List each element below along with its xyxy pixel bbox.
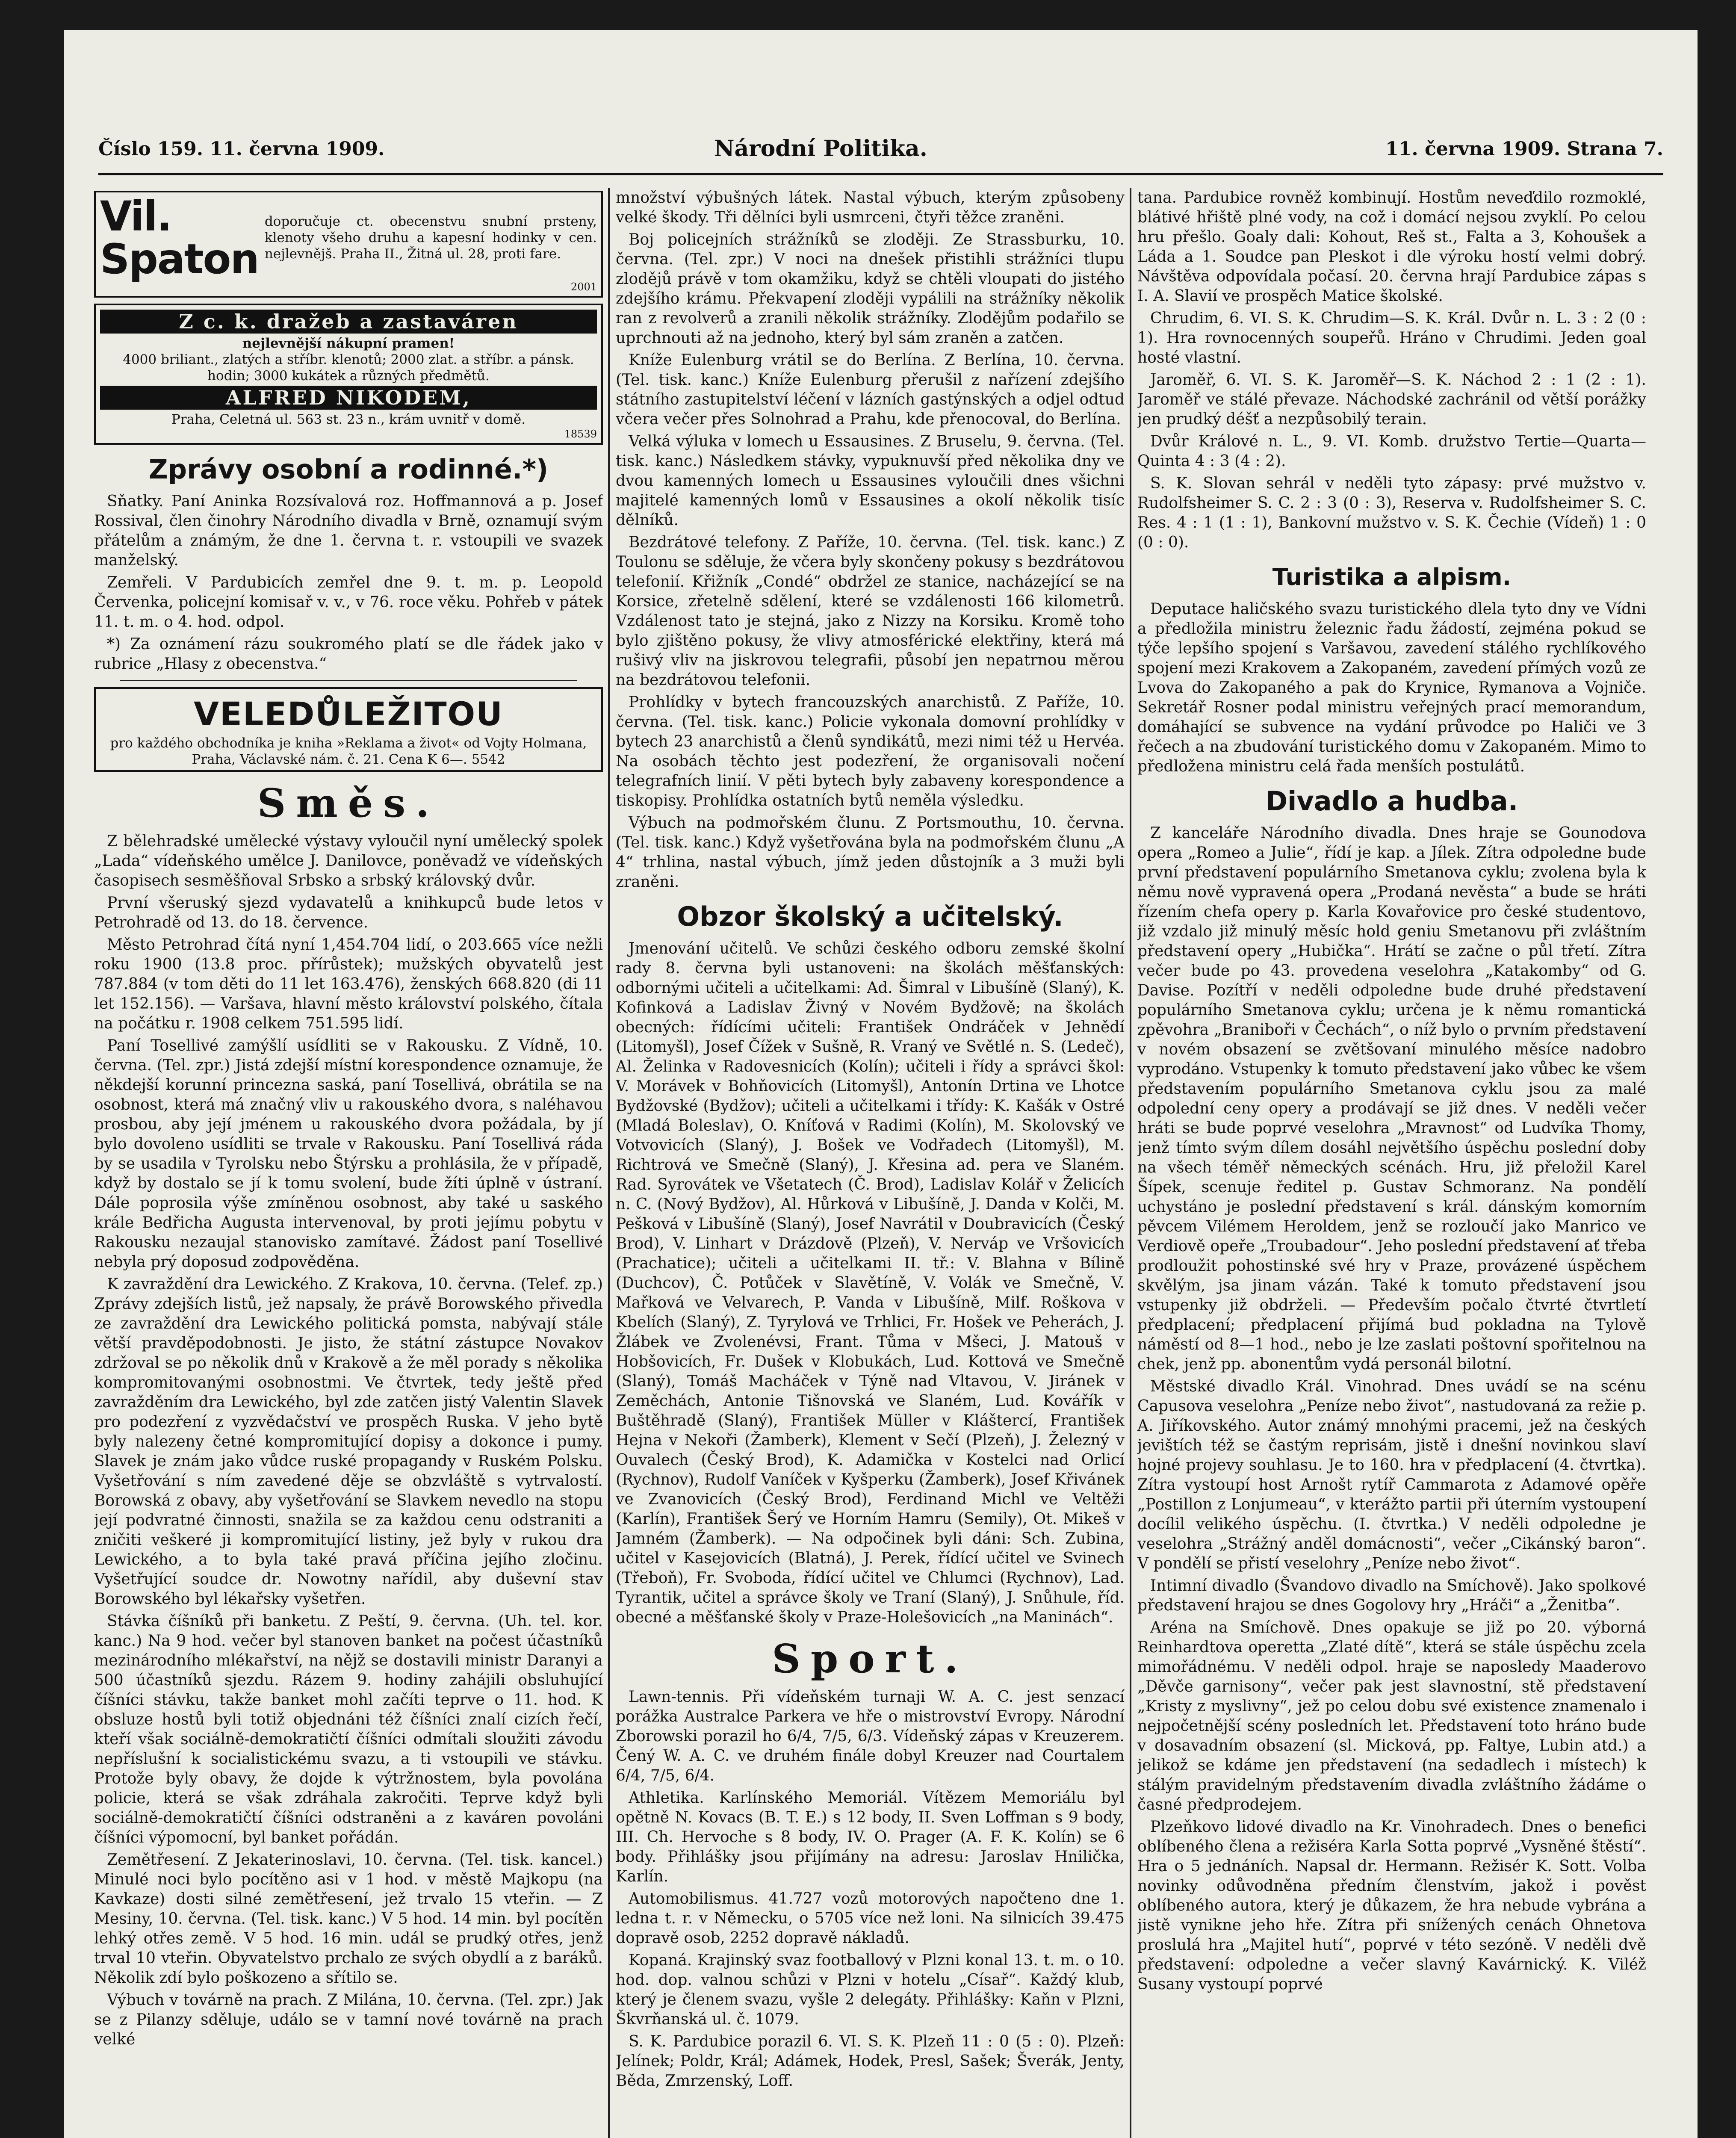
column-1 — [94, 188, 603, 2138]
article-paragraph: Chrudim, 6. VI. S. K. Chrudim—S. K. Král. Dvůr n. L. 3 : 2 (0 : 1). Hra rovnocenných soupeřů. Hráno v Chrudimi. Jeden goal hosté vlastní. — [1137, 310, 1646, 366]
article-paragraph: Z bělehradské umělecké výstavy vyloučil nyní umělecký spolek „Lada“ vídeňského umělce J. Danilovce, poněvadž ve vídeňských časopisech sesměšňoval Srbsko a srbský královský dvůr. — [94, 833, 603, 889]
column-divider — [1130, 188, 1131, 2138]
footnote: *) Za oznámení rázu soukromého platí se dle řádek jako v rubrice „Hlasy z obecenstva.“ — [94, 635, 603, 673]
ad-title: Z c. k. dražeb a zastaváren — [100, 310, 597, 334]
article-paragraph: Automobilismus. 41.727 vozů motorových napočteno dne 1. ledna t. r. v Německu, o 5705 více než loni. Na silnicích 39.475 dopravě osob, 2252 dopravě nákladů. — [616, 1890, 1125, 1947]
advertiser-address: Praha, Celetná ul. 563 st. 23 n., krám uvnitř v domě. — [171, 412, 526, 427]
article-paragraph: Lawn-tennis. Při vídeňském turnaji W. A. C. jest senzací porážka Australce Parkera ve hře o mistrovství Evropy. Národní Zborowski porazil ho 6/4, 7/5, 6/3. Vídeňský zápas v Kreuzerem. Čený W. A. C. ve druhém finále dobyl Kreuzer nad Courtalem 6/4, 7/5, 6/4. — [616, 1688, 1125, 1784]
section-title-sport: Sport. — [772, 1636, 968, 1682]
article-paragraph: Z kanceláře Národního divadla. Dnes hraje se Gounodova opera „Romeo a Julie“, řídí je kap. a Jílek. Zítra odpoledne bude první představení populárního Smetanova cyklu; zvolena byla k němu nově vypravená opera „Prodaná nevěsta“ a bude se hráti řízením chefa opery p. Karla Kovařovice pro české studentovo, již vzdalo již minulý měsíc hold geniu Smetanovu při zvláštním představení opery „Hubička“. Hrátí se začne o půl třetí. Zítra večer bude po 43. provedena veselohra „Katakomby“ od G. Davise. Pozítří v neděli odpoledne bude druhé představení populárního Smetanova cyklu; určena je k němu romantická zpěvohra „Braniboři v Čechách“, o níž bylo o prvním představení v novém obsazení se zvětšovaní minulého měsíce nadobro vyprodáno. Vstupenky k tomuto představení jako vůbec ke všem představením populárního Smetanova cyklu jsou za malé odpolední ceny opery a prodávají se již dnes. V neděli večer hráti se bude poprvé veselohra „Mravnost“ od Ludvíka Thomy, jenž tímto svým dílem dosáhl největšího úspěchu poslední doby na všech téměř německých scénách. Hru, již přeložil Karel Šípek, scenuje ředitel p. Gustav Schmoranz. Na pondělí uchystáno je poslední představení s král. dánským komorním pěvcem Vilémem Heroldem, jenž se rozloučí jako Manrico ve Verdiově opeře „Troubadour“. Jeho poslední představení ať třeba prodloužit pohostinské své hry v Praze, provázené úspěchem skvělým, jsa jinam vázán. Také k tomuto představení jsou vstupenky již obdrželi. — Především počalo čtvrté čtvrtletí předplacení; předplacení přijímá bud pokladna na Tylově náměstí od 8—1 hod., nebo je lze zaslati poštovní spořitelnou na chek, jenž pp. abonentům vydá personál bilotní. — [1137, 824, 1646, 1373]
article-paragraph: Plzeňkovo lidové divadlo na Kr. Vinohradech. Dnes o benefici oblíbeného člena a režiséra Karla Sotta poprvé „Vysněné štěstí“. Hra o 5 jednáních. Napsal dr. Hermann. Režisér K. Sott. Volba novinky odůvodněna předním členstvím, jakož i pověst oblíbeného autora, který je důkazem, že hra nebude vybrána a jistě vynikne jeho hře. Zítra při snížených cenách Ohnetova proslulá hra „Majitel hutí“, poprvé v této sezóně. V neděli dvě představení: odpoledne a večer slavný Kavárnický. K. Viléž Susany vystoupí poprvé — [1137, 1818, 1646, 1993]
article-paragraph: Zemřeli. V Pardubicích zemřel dne 9. t. m. p. Leopold Červenka, policejní komisař v. v., v 76. roce věku. Pohřeb v pátek 11. t. m. o 4. hod. odpol. — [94, 574, 603, 631]
article-paragraph: Deputace haličského svazu turistického dlela tyto dny ve Vídni a předložila ministru železnic řadu žádostí, zejména pokud se týče lepšího spojení s Varšavou, zavedení stálého rychlíkového spojení mezi Krakovem a Zakopaném, zavedení přímých vozů ze Lvova do Zakopaného a pak do Krynice, Rymanova a Vojniče. Sekretář Rosner podal ministru veřejných prací memorandum, domáhající se subvence na vydání průvodce po Haliči ve 3 řečech a na zbudování turistického domu v Zakopaném. Mimo to předložena ministru celá řada menších postulátů. — [1137, 600, 1646, 775]
section-title-personal: Zprávy osobní a rodinné.*) — [148, 454, 549, 485]
issue-number: Číslo 159. 11. června 1909. — [98, 138, 385, 160]
article-paragraph: S. K. Slovan sehrál v neděli tyto zápasy: prvé mužstvo v. Rudolfsheimer S. C. 2 : 3 (0 : 3), Reserva v. Rudolfsheimer S. C. Res. 4 : 1 (1 : 1), Bankovní mužstvo v. S. K. Čechie (Vídeň) 1 : 0 (0 : 0). — [1137, 475, 1646, 551]
section-title-school: Obzor školský a učitelský. — [677, 901, 1063, 932]
article-paragraph: K zavraždění dra Lewického. Z Krakova, 10. června. (Telef. zp.) Zprávy zdejších listů, jež napsaly, že právě Borowského přivedla ze zavraždění dra Lewického politická pomsta, nabývají stále větší pravděpodobnosti. Je jisto, že státní zástupce Novakov zdržoval se po několik dnů v Krakově a že měl porady s několika kompromitovanými osobnostmi. Ve čtvrtek, tedy ještě před zavražděním dra Lewického, byl zde zatčen jistý Valentin Slavek pro podezření z vyzvědačství ve prospěch Ruska. V jeho bytě byly nalezeny četné kompromitující dopisy a dokonce i pumy. Slavek je znám jako vůdce ruské propagandy v Ruském Polsku. Vyšetřování s ním zavedené děje se obzvláště s vytrvalostí. Borowská z obavy, aby vyšetřování se Slavkem nevedlo na stopu její podvratné činnosti, snažila se za každou cenu odstraniti a zničiti veškeré ji kompromitující listiny, jež byly v rukou dra Lewického, a to byla také pravá příčina jejího zločinu. Vyšetřující soudce dr. Nowotny nařídil, aby duševní stav Borowského byl lékařsky vyšetřen. — [94, 1276, 603, 1608]
ad-number: 2001 — [570, 281, 597, 293]
advertisement-auction — [94, 304, 603, 445]
article-paragraph: Sňatky. Paní Aninka Rozsívalová roz. Hoffmannová a p. Josef Rossival, člen činohry Národního divadla v Brně, oznamují svým přátelům a známým, že dne 1. června t. r. vstoupili ve svazek manželský. — [94, 493, 603, 569]
article-paragraph: Kopaná. Krajinský svaz footballový v Plzni konal 13. t. m. o 10. hod. dop. valnou schůzi v Plzni v hotelu „Císař“. Každý klub, který je členem svazu, vyšle 2 delegáty. Přihlášky: Kaňn v Plzni, Škvrňanská ul. č. 1079. — [616, 1952, 1125, 2028]
advertisement-spaton — [94, 191, 603, 298]
article-paragraph: Boj policejních strážníků se zloději. Ze Strassburku, 10. června. (Tel. zpr.) V noci na dnešek přistihli strážníci tlupu zlodějů právě v tom okamžiku, když se chtěli vloupati do jistého zdejšího krámu. Překvapení zloději vypálili na strážníky několik ran z revolverů a zranili několik strážníky. Zlodějům podařilo se uprchnouti až na jednoho, který byl sám zraněn a zatčen. — [616, 231, 1125, 347]
article-paragraph: Jaroměř, 6. VI. S. K. Jaroměř—S. K. Náchod 2 : 1 (2 : 1). Jaroměř ve stálé převaze. Náchodské zachránil od větší porážky jen prudký déšť a nezpůsobilý terain. — [1137, 371, 1646, 428]
article-paragraph: Městské divadlo Král. Vinohrad. Dnes uvádí se na scénu Capusova veselohra „Peníze nebo život“, nastudovaná za režie p. A. Jiříkovského. Autor známý mnohými pracemi, jež na českých jevištích též se častým reprisám, jistě i dnešní novinkou slaví hojné projevy souhlasu. Je to 160. hra v předplacení (4. čtvrtka). Zítra vystoupí host Arnošt rytíř Cammarota z Adamové opěře „Postillon z Lonjumeau“, v kterážto partii při úterním vystoupení docílil velikého úspěchu. (I. čtvrtka.) V neděli odpoledne je veselohra „Strážný anděl domácnosti“, večer „Cikánský baron“. V pondělí se přistí veselohry „Peníze nebo život“. — [1137, 1378, 1646, 1572]
article-paragraph: Velká výluka v lomech u Essausines. Z Bruselu, 9. června. (Tel. tisk. kanc.) Následkem stávky, vypuknuvší před několika dny ve dvou kamenných lomech u Essausines vyloučili dnes všichni majitelé kamenných lomů v Essausines a okolí několik tisíc dělníků. — [616, 433, 1125, 529]
article-paragraph: Aréna na Smíchově. Dnes opakuje se již po 20. výborná Reinhardtova operetta „Zlaté dítě“, která se stále úspěchu zcela mimořádnému. V neděli odpol. hraje se naposledy Maaderovo „Děvče garnisony“, večer pak jest slavnostní, stě představení „Kristy z myslivny“, jež po celou dobu své existence znamenalo i nejpočetnější scény posledních let. Představení toto hráno bude v dosavadním obsazení (sl. Micková, pp. Faltye, Lubin atd.) a jelikož se kdáme jen představení (na sedadlech i místech) k stálým pravidelným představením divadla zvláštního žádáme o časné předprodejem. — [1137, 1619, 1646, 1813]
column-2 — [616, 188, 1125, 2138]
column-3 — [1137, 188, 1646, 2138]
date-and-page: 11. června 1909. Strana 7. — [1385, 138, 1663, 160]
section-title-tourism: Turistika a alpism. — [1272, 564, 1512, 591]
ad-number: 18539 — [564, 428, 597, 440]
article-paragraph: Výbuch na podmořském člunu. Z Portsmouthu, 10. června. (Tel. tisk. kanc.) Když vyšetřována byla na podmořském člunu „A 4“ trhlina, nastal výbuch, jímž jeden důstojník a 3 muži byli zraněni. — [616, 814, 1125, 891]
advertisement-text: pro každého obchodníka je kniha »Reklama a život« od Vojty Holmana, Praha, Václavské nám. č. 21. Cena K 6—. 5542 — [110, 735, 587, 767]
advertisement-text: 4000 briliant., zlatých a stříbr. klenotů; 2000 zlat. a stříbr. a pánsk. hodin; 3000 kukátek a různých předmětů. — [123, 352, 574, 384]
advertisement-text: doporučuje ct. obecenstvu snubní prsteny, klenoty všeho druhu a kapesní hodinky v cen. nejlevnějš. Praha II., Žitná ul. 28, proti fare. — [264, 214, 597, 262]
article-paragraph: Kníže Eulenburg vrátil se do Berlína. Z Berlína, 10. června. (Tel. tisk. kanc.) Kníže Eulenburg přerušil z nařízení zdejšího státního zastupitelství léčení v lázních gastýnských a odjel odtud včera večer přes Solnohrad a Prahu, kde přenocoval, do Berlína. — [616, 351, 1125, 428]
newspaper-title: Národní Politika. — [714, 136, 927, 162]
article-paragraph: Prohlídky v bytech francouzských anarchistů. Z Paříže, 10. června. (Tel. tisk. kanc.) Policie vykonala domovní prohlídky v bytech 23 anarchistů a členů syndikátů, mezi nimi též u Hervéa. Na osobách těchto jest podezření, že organisovali nočení telegrafních linií. V pěti bytech byly zabaveny korespondence a tiskopisy. Prohlídka ostatních bytů neměla výsledku. — [616, 694, 1125, 809]
article-paragraph: Stávka číšníků při banketu. Z Peští, 9. června. (Uh. tel. kor. kanc.) Na 9 hod. večer byl stanoven banket na počest účastníků mezinárodního mlékařství, na nějž se dostavili ministr Daranyi a 500 účastníků sjezdu. Rázem 9. hodiny zahájili obsluhující číšníci stávku, takže banket mohl začíti teprve o 11. hod. K obsluze hostů byli totiž objednáni též číšníci znalí cizích řečí, kteří však sociálně-demokratičtí číšníci odmítali sloužiti závodu nepříslušní k socialistickému svazu, a ti vstoupili ve stávku. Protože byly obavy, že dojde k výtržnostem, byla povolána policie, která se však zdráhala zakročiti. Teprve když byli sociálně-demokratičtí číšníci odstraněni a z kaváren povoláni číšníci výpomocní, byl banket pořádán. — [94, 1612, 603, 1846]
article-paragraph: Výbuch v továrně na prach. Z Milána, 10. června. (Tel. zpr.) Jak se z Pilanzy sděluje, událo se v tamní nové továrně na prach velké — [94, 1991, 603, 2048]
article-paragraph: Dvůr Králové n. L., 9. VI. Komb. družstvo Tertie—Quarta—Quinta 4 : 3 (4 : 2). — [1137, 433, 1646, 470]
article-paragraph: První všeruský sjezd vydavatelů a knihkupců bude letos v Petrohradě od 13. do 18. července. — [94, 894, 603, 931]
article-paragraph: Athletika. Karlínského Memoriál. Vítězem Memoriálu byl opětně N. Kovacs (B. T. E.) s 12 body, II. Sven Loffman s 9 body, III. Ch. Hervoche s 8 body, IV. O. Prager (A. F. K. Kolín) se 6 body. Přihlášky jsou přijímány na adresu: Jaroslav Hnilička, Karlín. — [616, 1789, 1125, 1885]
ad-title: VELEDŮLEŽITOU — [194, 695, 503, 733]
article-paragraph: Město Petrohrad čítá nyní 1,454.704 lidí, o 203.665 více nežli roku 1900 (13.8 proc. přírůstek); mužských obyvatelů jest 787.884 (v tom děti do 11 let 163.476), ženských 668.820 (di 11 let 152.156). — Varšava, hlavní město království polského, čítala na počátku r. 1908 celkem 751.595 lidí. — [94, 936, 603, 1032]
article-paragraph: Jmenování učitelů. Ve schůzi českého odboru zemské školní rady 8. června byli ustanoveni: na školách měšťanských: odbornými učiteli a učitelkami: Ad. Šimral v Libušíně (Slaný), K. Kofinková a Ladislav Živný v Novém Bydžově; na školách obecných: řídícími učiteli: František Ondráček v Jehnědí (Litomyšl), Josef Čížek v Sušně, R. Vraný ve Světlé n. S. (Ledeč), Al. Želinka v Radovesnicích (Kolín); učiteli i řídy a správci škol: V. Morávek v Bohňovicích (Litomyšl), Antonín Drtina ve Lhotce Bydžovské (Bydžov); učiteli a učitelkami i třídy: K. Kašák v Ostré (Mladá Boleslav), O. Kníťová v Radimi (Kolín), M. Skolovský ve Votvovicích (Slaný), J. Bošek ve Vodřadech (Litomyšl), M. Richtrová ve Smečně (Slaný), J. Křesina ad. pera ve Slaném. Rad. Syrovátek ve Všetatech (Č. Brod), Ladislav Kolář v Želicích n. C. (Nový Bydžov), Al. Hůrková v Libušíně, J. Danda v Kolči, M. Pešková v Libušíně (Slaný), Josef Navrátil v Doubravicích (Český Brod), V. Linhart v Drázdově (Plzeň), V. Nerváp ve Vršovicích (Prachatice); učiteli a učitelkami II. tř.: V. Blahna v Bílině (Duchcov), Č. Potůček v Slavětíně, V. Volák ve Smečně, V. Mařková ve Velvarech, P. Vanda v Libušíně, Milf. Roškova v Kbelích (Slaný), Z. Tyrylová ve Trhlici, Fr. Hošek ve Peherách, J. Žlábek ve Zvolenévsi, Frant. Tůma v Mšeci, J. Matouš v Hobšovicích, Fr. Dušek v Klobukách, Lud. Kottová ve Smečně (Slaný), Tomáš Macháček v Týně nad Vltavou, V. Jiránek v Zeměchách, Antonie Tišnovská ve Slaném, Lud. Kovářík v Buštěhradě (Slaný), František Müller v Kláštercí, František Hejna v Nekoři (Žamberk), Klement v Sečí (Plzeň), J. Železný v Ouvalech (Český Brod), K. Adamička v Kostelci nad Orlicí (Rychnov), Rudolf Vaníček v Kyšperku (Žamberk), Josef Křivánek ve Zvanovicích (Český Brod), Ferdinand Michl ve Veltěži (Karlín), František Šerý ve Horním Hamru (Semily), Ot. Mikeš v Jamném (Žamberk). — Na odpočinek byli dáni: Sch. Zubina, učitel v Kasejovicích (Blatná), J. Perek, řídící učitel ve Svinech (Třeboň), Fr. Svoboda, řídící učitel ve Chlumci (Rychnov), Lad. Tyrantik, učitel a správce školy ve Traní (Slaný), J. Snůhule, říd. obecné a měšťanské školy v Praze-Holešovicích „na Maninách“. — [616, 940, 1125, 1626]
article-paragraph: Paní Tosellivé zamýšlí usídliti se v Rakousku. Z Vídně, 10. června. (Tel. zpr.) Jistá zdejší místní korespondence oznamuje, že někdejší korunní princezna saská, paní Tosellivá, obrátila se na osobnost, která má značný vliv u rakouského dvora, s naléhavou prosbou, aby její jménem u rakouského dvora požádala, by jí bylo dovoleno usídliti se trvale v Rakousku. Paní Tosellivá ráda by se usadila v Tyrolsku nebo Štýrsku a prohlásila, že v případě, když by dostalo se jí k tomu svolení, bude žíti úplně v ústraní. Dále poprosila výše zmíněnou osobnost, aby také u saského krále Bedřicha Augusta intervenoval, by proti jejímu pobytu v Rakousku nezaujal stanovisko zamítavé. Žádost paní Tosellivé nebyla prý doposud zodpověděna. — [94, 1037, 603, 1271]
section-title-theatre: Divadlo a hudba. — [1265, 786, 1518, 817]
separator — [120, 680, 577, 681]
advertiser-name: ALFRED NIKODEM, — [100, 386, 597, 410]
article-paragraph: Bezdrátové telefony. Z Paříže, 10. června. (Tel. tisk. kanc.) Z Toulonu se sděluje, že včera byly skončeny pokusy s bezdrátovou telefonií. Křižník „Condé“ obdržel ze stanice, nacházející se na Korsice, zřetelně sdělení, které se vzdálenosti 166 kilometrů. Vzdálenost tato je stejná, jako z Nizzy na Korsiku. Kromě toho bylo zjištěno pokusy, že vlivy atmosférické elektřiny, která má rušivý vliv na jiskrovou telegrafii, působí jen nepatrnou měrou na bezdrátovou telefonii. — [616, 534, 1125, 689]
advertiser-name: Vil. Spaton — [100, 192, 259, 283]
advertisement-book — [94, 687, 603, 772]
article-paragraph: množství výbušných látek. Nastal výbuch, kterým způsobeny velké škody. Tři dělníci byli usmrceni, čtyři těžce zraněni. — [616, 189, 1125, 226]
page-header — [98, 126, 1663, 175]
newspaper-page — [64, 30, 1698, 2138]
article-paragraph: tana. Pardubice rovněž kombinují. Hostům neveďdilo rozmoklé, blátivé hřiště plné vody, na což i domácí nejsou zvyklí. Po celou hru přešlo. Goaly dali: Kohout, Reš st., Falta a 3, Kohoušek a Láda a 1. Soudce pan Pleskot i dle výroku hostí velmi dobrý. Návštěva odpovídala počasí. 20. června hrají Pardubice zápas s I. A. Slavií ve prospěch Matice školské. — [1137, 189, 1646, 305]
article-paragraph: Intimní divadlo (Švandovo divadlo na Smíchově). Jako spolkové představení hrajou se dnes Gogolovy hry „Hráči“ a „Ženitba“. — [1137, 1577, 1646, 1614]
section-title-smes: Směs. — [257, 780, 440, 826]
article-paragraph: Zemětřesení. Z Jekaterinoslavi, 10. června. (Tel. tisk. kancel.) Minulé noci bylo pocítěno asi v 1 hod. v městě Majkopu (na Kavkaze) dosti silné zemětřesení, jež trvalo 15 vteřin. — Z Mesiny, 10. června. (Tel. tisk. kanc.) V 5 hod. 14 min. byl pocítěn lehký otřes země. V 5 hod. 16 min. udál se prudký otřes, jenž trval 10 vteřin. Obyvatelstvo prchalo ze svých obydlí a z baráků. Několik zdí bylo poškozeno a sřítilo se. — [94, 1851, 603, 1987]
article-paragraph: S. K. Pardubice porazil 6. VI. S. K. Plzeň 11 : 0 (5 : 0). Plzeň: Jelínek; Poldr, Král; Adámek, Hodek, Presl, Sašek; Šverák, Jenty, Běda, Zmrzenský, Loff. — [616, 2033, 1125, 2090]
column-divider — [608, 188, 610, 2138]
ad-subtitle: nejlevnější nákupní pramen! — [242, 336, 455, 351]
